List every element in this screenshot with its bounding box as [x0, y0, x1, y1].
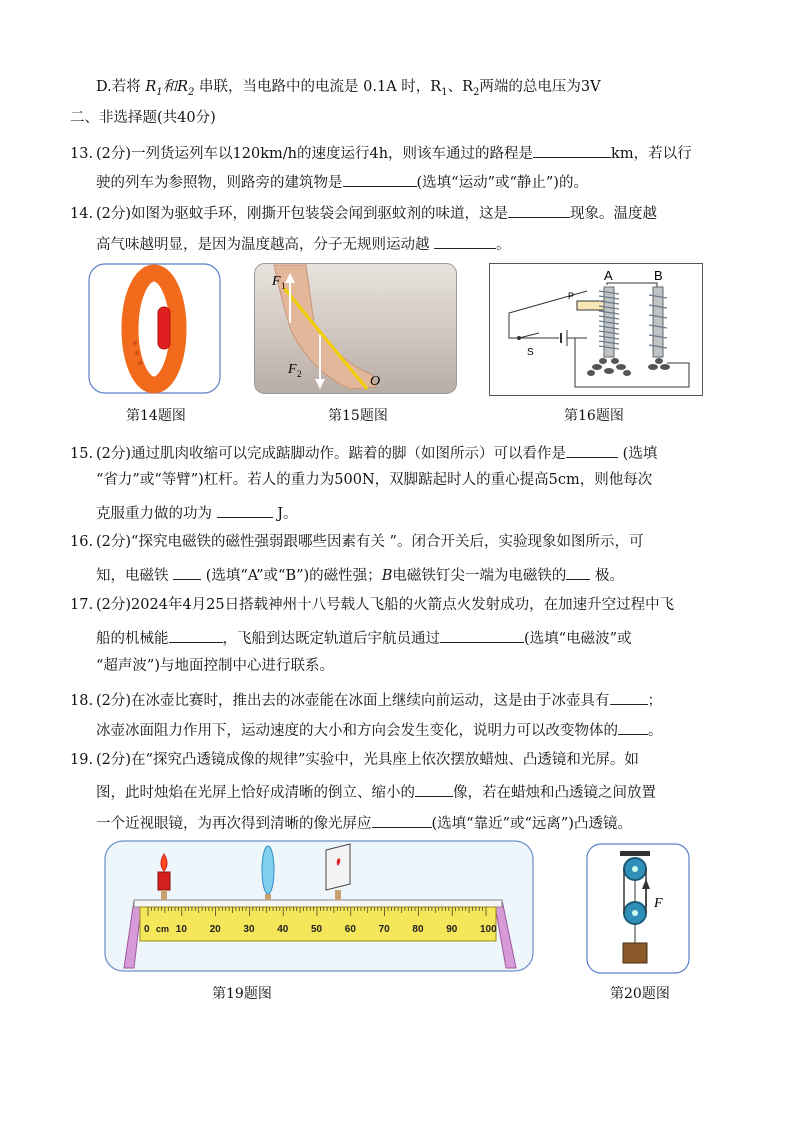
text: 极。 [594, 568, 624, 584]
answer-blank[interactable] [566, 563, 590, 580]
q13-line1 [70, 141, 692, 164]
q-number: 15. [70, 446, 94, 462]
label-f2-sub: 2 [297, 369, 302, 379]
ruler-label: 90 [446, 924, 458, 935]
section-title: 二、非选择题(共40分) [70, 110, 216, 126]
text: 和 [162, 79, 178, 95]
sub: 1 [156, 86, 163, 98]
figure-20-pulley [586, 843, 690, 974]
q17-line3: “超声波”)与地面控制中心进行联系。 [96, 658, 334, 674]
answer-blank[interactable] [440, 626, 524, 643]
ruler-label: 50 [311, 924, 323, 935]
answer-blank[interactable] [434, 232, 496, 249]
text: 。 [496, 237, 511, 253]
caption-20: 第20题图 [610, 986, 670, 1002]
ruler-label: 100 [480, 924, 497, 935]
q-number: 16. [70, 534, 94, 550]
answer-blank[interactable] [508, 201, 570, 218]
q16-line2 [96, 563, 624, 586]
ruler-label: 40 [277, 924, 289, 935]
answer-blank[interactable] [372, 811, 432, 828]
text: 串联，当电路中的电流是 0.1A 时，R [194, 79, 442, 95]
ruler-label: 70 [378, 924, 390, 935]
label-a: A [604, 268, 613, 283]
label-b: B [654, 268, 663, 283]
label-f1-sub: 1 [281, 281, 286, 291]
var: R [145, 79, 157, 95]
q-number: 14. [70, 206, 94, 222]
text: J。 [277, 506, 298, 522]
q13-line2 [96, 170, 588, 193]
var: R [177, 79, 189, 95]
text: (2分)一列货运列车以120km/h的速度运行4h，则该车通过的路程是 [96, 146, 534, 162]
text: 一个近视眼镜，为再次得到清晰的像光屏应 [96, 816, 372, 832]
answer-blank[interactable] [566, 441, 618, 458]
sub: 2 [473, 86, 480, 98]
ruler-label: 0 [144, 924, 150, 935]
q-number: 17. [70, 597, 94, 613]
sub: 2 [188, 86, 195, 98]
q15-line2: “省力”或“等臂”)杠杆。若人的重力为500N，双脚踮起时人的重心提高5cm，则他每次 [96, 472, 653, 488]
label-f2: F [288, 362, 297, 377]
q15-line1 [70, 441, 657, 464]
label-p: P [568, 291, 575, 301]
text: 知，电磁铁 [96, 568, 169, 584]
var: B [381, 568, 393, 584]
answer-blank[interactable] [610, 688, 648, 705]
text: km，若以行 [611, 146, 692, 162]
ruler-label: 60 [344, 924, 356, 935]
caption-15: 第15题图 [328, 408, 388, 424]
q19-line1 [70, 750, 639, 770]
q16-line1 [70, 532, 643, 552]
ruler-label: 80 [412, 924, 424, 935]
q19-line3 [96, 811, 632, 834]
q14-line1 [70, 201, 657, 224]
text: (2分)通过肌肉收缩可以完成踮脚动作。踮着的脚（如图所示）可以看作是 [96, 446, 567, 462]
text: (选填“电磁波”或 [524, 631, 632, 647]
text: (选填“运动”或“静止”)的。 [416, 175, 588, 191]
text: 现象。温度越 [570, 206, 658, 222]
text: (2分)在冰壶比赛时，推出去的冰壶能在冰面上继续向前运动，这是由于冰壶具有 [96, 693, 610, 709]
q17-line1 [70, 595, 674, 615]
text: (选填“靠近”或“远离”)凸透镜。 [431, 816, 632, 832]
label-o: O [370, 374, 381, 389]
text: (2分)2024年4月25日搭载神州十八号载人飞船的火箭点火发射成功，在加速升空过程中飞 [96, 597, 675, 613]
pulley-illustration [586, 843, 690, 974]
text: D.若将 [96, 79, 146, 95]
answer-blank[interactable] [173, 563, 201, 580]
text: ； [647, 693, 663, 709]
figure-16-electromagnets [489, 263, 703, 396]
text: 电磁铁钉尖一端为电磁铁的 [392, 568, 567, 584]
answer-blank[interactable] [415, 780, 453, 797]
text: 两端的总电压为3V [479, 79, 601, 95]
q17-line2 [96, 626, 631, 649]
answer-blank[interactable] [533, 141, 611, 158]
q19-line2 [96, 780, 656, 803]
optical-bench-illustration [104, 840, 534, 972]
text: (选填“A”或“B”)的磁性强； [205, 568, 382, 584]
label-f1: F [272, 274, 281, 289]
answer-blank[interactable] [169, 626, 223, 643]
caption-14: 第14题图 [126, 408, 186, 424]
option-d [96, 77, 601, 103]
text: (2分)“探究电磁铁的磁性强弱跟哪些因素有关 ”。闭合开关后，实验现象如图所示，可 [96, 534, 644, 550]
ruler-label: 20 [209, 924, 221, 935]
ruler-label: 10 [175, 924, 187, 935]
q-number: 19. [70, 752, 94, 768]
ruler-label: 30 [243, 924, 255, 935]
text: 像，若在蜡烛和凸透镜之间放置 [453, 785, 656, 801]
text: 冰壶冰面阻力作用下，运动速度的大小和方向会发生变化，说明力可以改变物体的 [96, 723, 618, 739]
answer-blank[interactable] [343, 170, 417, 187]
text: 克服重力做的功为 [96, 506, 212, 522]
text: ，飞船到达既定轨道后宇航员通过 [222, 631, 440, 647]
text: (2分)在“探究凸透镜成像的规律”实验中，光具座上依次摆放蜡烛、凸透镜和光屏。如 [96, 752, 639, 768]
text: (选填 [622, 446, 658, 462]
q15-line3 [96, 501, 298, 524]
figure-19-optical-bench [104, 840, 534, 972]
text: (2分)如图为驱蚊手环，刚撕开包装袋会闻到驱蚊剂的味道，这是 [96, 206, 509, 222]
q18-line1 [70, 688, 662, 711]
text: 图，此时烛焰在光屏上恰好成清晰的倒立、缩小的 [96, 785, 415, 801]
text: 船的机械能 [96, 631, 169, 647]
foot-lever-illustration [254, 263, 457, 394]
figure-14-wristband [88, 263, 221, 394]
text: 。 [648, 723, 663, 739]
label-f: F [654, 896, 663, 911]
ruler-unit: cm [156, 924, 170, 934]
figure-15-foot-lever [254, 263, 457, 394]
text: 、R [447, 79, 473, 95]
q-number: 18. [70, 693, 94, 709]
sub: 1 [441, 86, 448, 98]
q14-line2 [96, 232, 511, 255]
label-s: S [527, 347, 534, 358]
q18-line2 [96, 718, 663, 741]
text: 驶的列车为参照物，则路旁的建筑物是 [96, 175, 343, 191]
text: 高气味越明显，是因为温度越高，分子无规则运动越 [96, 237, 430, 253]
wristband-illustration [88, 263, 221, 394]
electromagnet-illustration [489, 263, 703, 396]
q-number: 13. [70, 146, 94, 162]
caption-16: 第16题图 [564, 408, 624, 424]
answer-blank[interactable] [618, 718, 648, 735]
caption-19: 第19题图 [212, 986, 272, 1002]
answer-blank[interactable] [217, 501, 273, 518]
